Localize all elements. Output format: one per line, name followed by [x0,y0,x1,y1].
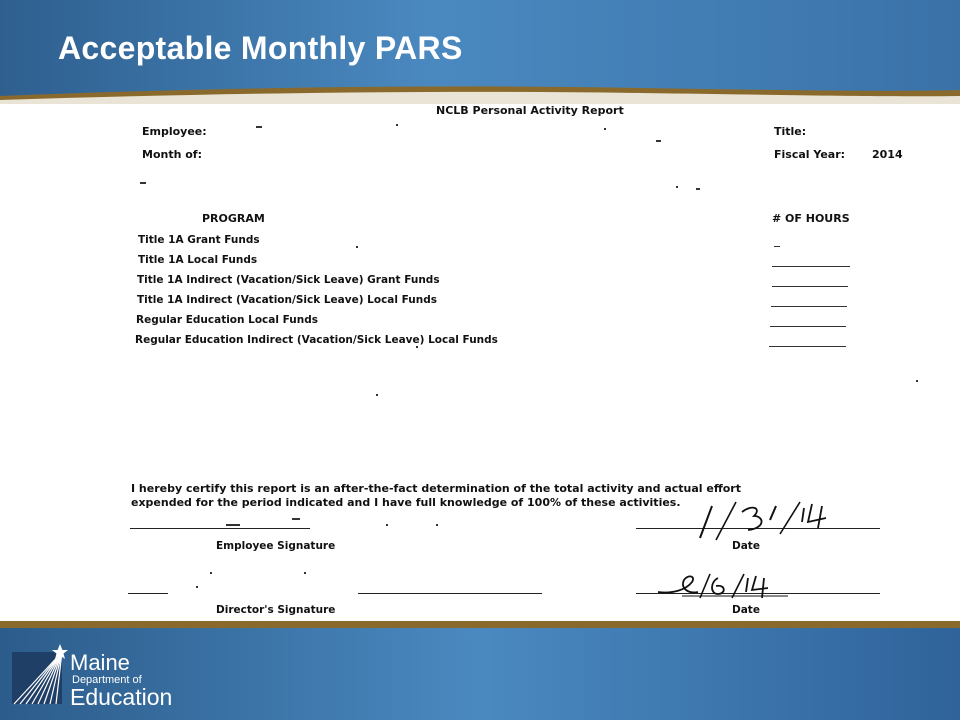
logo-department-of: Department of [72,674,142,686]
program-row: Regular Education Indirect (Vacation/Sick Leave) Local Funds [135,334,498,346]
employee-signature-line [130,528,310,529]
hours-blank [772,286,848,287]
employee-label: Employee: [142,125,207,138]
director-signature-label: Director's Signature [216,604,336,616]
scan-speck [376,394,378,396]
hours-header: # OF HOURS [772,212,850,225]
scan-speck [210,572,212,574]
scan-speck [656,140,661,142]
scan-speck [436,524,438,526]
title-label: Title: [774,125,807,138]
hours-blank [771,306,847,307]
date-label: Date [732,604,760,616]
scan-speck [304,572,306,574]
director-signature-line [358,593,542,594]
hours-blank [774,246,780,247]
month-label: Month of: [142,148,202,161]
slide-header [0,0,960,104]
program-header: PROGRAM [202,212,265,225]
logo-burst-icon [10,644,68,706]
certification-line-1: I hereby certify this report is an after-the-fact determination of the total activity and actual effort [131,482,741,495]
scan-speck [256,126,262,128]
scan-speck [396,124,398,126]
maine-doe-logo [10,644,190,710]
scan-speck [386,524,388,526]
scan-speck [696,188,700,190]
scan-speck [356,246,358,248]
scan-speck [416,346,418,348]
hours-blank [772,266,850,267]
date-label: Date [732,540,760,552]
employee-date-handwriting [682,500,842,544]
employee-signature-label: Employee Signature [216,540,336,552]
certification-line-2: expended for the period indicated and I have full knowledge of 100% of these activities. [131,496,681,509]
logo-maine: Maine [70,650,130,675]
logo-education: Education [70,684,173,710]
program-row: Title 1A Indirect (Vacation/Sick Leave) Local Funds [137,294,438,306]
scan-speck [196,586,198,588]
hours-blank [770,326,846,327]
slide-title: Acceptable Monthly PARS [58,30,463,66]
scanned-form [56,104,936,620]
scan-speck [226,524,240,526]
director-signature-line [128,593,168,594]
scan-speck [676,186,678,188]
hours-blank [769,346,846,347]
program-row: Title 1A Indirect (Vacation/Sick Leave) Grant Funds [137,274,440,286]
program-row: Title 1A Local Funds [138,254,258,266]
director-date-handwriting [652,572,792,602]
scan-speck [292,518,300,520]
fiscal-year-value: 2014 [872,148,903,161]
scan-speck [916,380,918,382]
scan-speck [604,128,606,130]
form-title: NCLB Personal Activity Report [436,104,624,117]
program-row: Title 1A Grant Funds [138,234,260,246]
fiscal-year-label: Fiscal Year: [774,148,846,161]
scan-speck [140,182,146,184]
program-row: Regular Education Local Funds [136,314,318,326]
